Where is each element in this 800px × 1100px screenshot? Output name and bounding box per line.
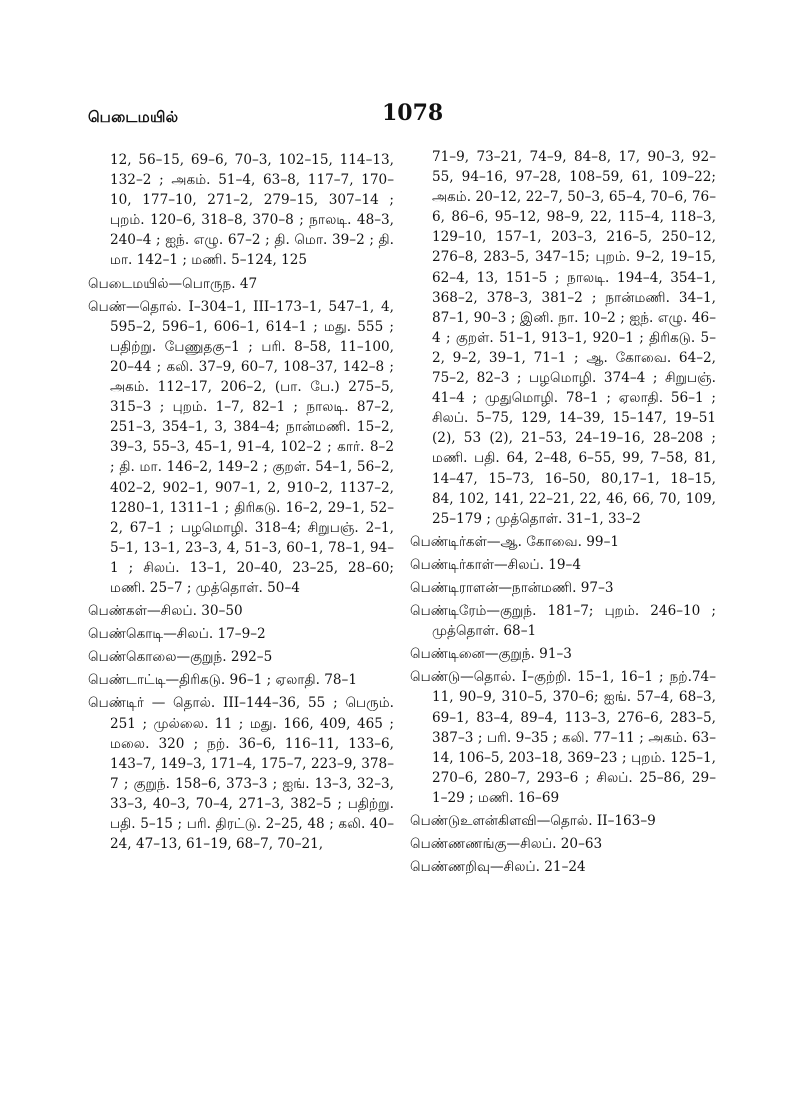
index-entry: பெண்டிராளன்—நான்மணி. 97–3 bbox=[410, 579, 614, 596]
index-entry: பெண்கொடி—சிலப். 17–9–2 bbox=[88, 626, 266, 643]
running-head: பெடைமயில் bbox=[88, 108, 179, 126]
index-entry: பெண்டு—தொல். I–குற்றி. 15–1, 16–1 ; நற்.74–11, 90–9, 310–5, 370–6; ஐங். 57–4, 68–3, 69–1, 83–4, 89–4, 113–3, 276–6, 283–5, 387–3 ; பரி. 9–35 ; கலி. 77–11 ; அகம். 63–14, 106–5, 203–18, 369–23 ; புறம். 125–1, 270–6, 280–7, 293–6 ; சிலப். 25–86, 29–1–29 ; மணி. 16–69 bbox=[410, 669, 716, 806]
index-entry: 71–9, 73–21, 74–9, 84–8, 17, 90–3, 92–55, 94–16, 97–28, 108–59, 61, 109–22; அகம். 20–12, 22–7, 50–3, 65–4, 70–6, 76–6, 86–6, 95–12, 98–9, 22, 115–4, 118–3, 129–10, 157–1, 203–3, 216–5, 250–12, 276–8, 283–5, 347–15; புறம். 9–2, 19–15, 62–4, 13, 151–5 ; நாலடி. 194–4, 354–1, 368–2, 378–3, 381–2 ; நான்மணி. 34–1, 87–1, 90–3 ; இனி. நா. 10–2 ; ஐந். எழு. 46–4 ; குறள். 51–1, 913–1, 920–1 ; திரிகடு. 5–2, 9–2, 39–1, 71–1 ; ஆ. கோவை. 64–2, 75–2, 82–3 ; பழமொழி. 374–4 ; சிறுபஞ். 41–4 ; முதுமொழி. 78–1 ; ஏலாதி. 56–1 ; சிலப். 5–75, 129, 14–39, 15–147, 19–51 (2), 53 (2), 21–53, 24–19–16, 28–208 ; மணி. பதி. 64, 2–48, 6–55, 99, 7–58, 81, 14–47, 15–73, 16–50, 80,17–1, 18–15, 84, 102, 141, 22–21, 22, 46, 66, 70, 109, 25–179 ; முத்தொள். 31–1, 33–2 bbox=[432, 149, 716, 527]
index-entry: பெண்—தொல். I–304–1, III–173–1, 547–1, 4, 595–2, 596–1, 606–1, 614–1 ; மது. 555 ; பதிற்று. பேணுதகு–1 ; பரி. 8–58, 11–100, 20–44 ; கலி. 37–9, 60–7, 108–37, 142–8 ; அகம். 112–17, 206–2, (பா. பே.) 275–5, 315–3 ; புறம். 1–7, 82–1 ; நாலடி. 87–2, 251–3, 354–1, 3, 384–4; நான்மணி. 15–2, 39–3, 55–3, 45–1, 91–4, 102–2 ; கார். 8–2 ; தி. மா. 146–2, 149–2 ; குறள். 54–1, 56–2, 402–2, 902–1, 907–1, 2, 910–2, 1137–2, 1280–1, 1311–1 ; திரிகடு. 16–2, 29–1, 52–2, 67–1 ; பழமொழி. 318–4; சிறுபஞ். 2–1, 5–1, 13–1, 23–3, 4, 51–3, 60–1, 78–1, 94–1 ; சிலப். 13–1, 20–40, 23–25, 28–60; மணி. 25–7 ; முத்தொள். 50–4 bbox=[88, 298, 394, 596]
left-column bbox=[88, 150, 394, 857]
index-entry: பெண்டிர்கள்—ஆ. கோவை. 99–1 bbox=[410, 533, 620, 550]
index-entry: பெண்கள்—சிலப். 30–50 bbox=[88, 603, 243, 620]
index-entry: பெண்டிர் — தொல். III–144–36, 55 ; பெரும். 251 ; முல்லை. 11 ; மது. 166, 409, 465 ; மலை. 320 ; நற். 36–6, 116–11, 133–6, 143–7, 149–3, 171–4, 175–7, 223–9, 378–7 ; குறுந். 158–6, 373–3 ; ஐங். 13–3, 32–3, 33–3, 40–3, 70–4, 271–3, 382–5 ; பதிற்று. பதி. 5–15 ; பரி. திரட்டு. 2–25, 48 ; கலி. 40–24, 47–13, 61–19, 68–7, 70–21, bbox=[88, 695, 394, 853]
index-entry: பெண்டுஉளன்கிளவி—தொல். II–163–9 bbox=[410, 813, 656, 829]
index-entry: பெண்ணணங்கு—சிலப். 20–63 bbox=[410, 836, 603, 853]
page-number: 1078 bbox=[382, 100, 444, 126]
index-entry: பெண்டிரேம்—குறுந். 181–7; புறம். 246–10 ; முத்தொள். 68–1 bbox=[410, 603, 716, 640]
index-entry: பெண்டாட்டி—திரிகடு. 96–1 ; ஏலாதி. 78–1 bbox=[88, 672, 357, 689]
right-column bbox=[410, 150, 716, 880]
index-entry: பெண்கொலை—குறுந். 292–5 bbox=[88, 649, 273, 666]
index-entry: பெடைமயில்—பொருந. 47 bbox=[88, 275, 258, 292]
index-entry: பெண்டினை—குறுந். 91–3 bbox=[410, 646, 572, 663]
index-entry: 12, 56–15, 69–6, 70–3, 102–15, 114–13, 132–2 ; அகம். 51–4, 63–8, 117–7, 170–10, 177–10, 271–2, 279–15, 307–14 ; புறம். 120–6, 318–8, 370–8 ; நாலடி. 48–3, 240–4 ; ஐந். எழு. 67–2 ; தி. மொ. 39–2 ; தி. மா. 142–1 ; மணி. 5–124, 125 bbox=[110, 152, 394, 269]
index-entry: பெண்டிர்காள்—சிலப். 19–4 bbox=[410, 556, 582, 573]
index-entry: பெண்ணறிவு—சிலப். 21–24 bbox=[410, 859, 586, 876]
